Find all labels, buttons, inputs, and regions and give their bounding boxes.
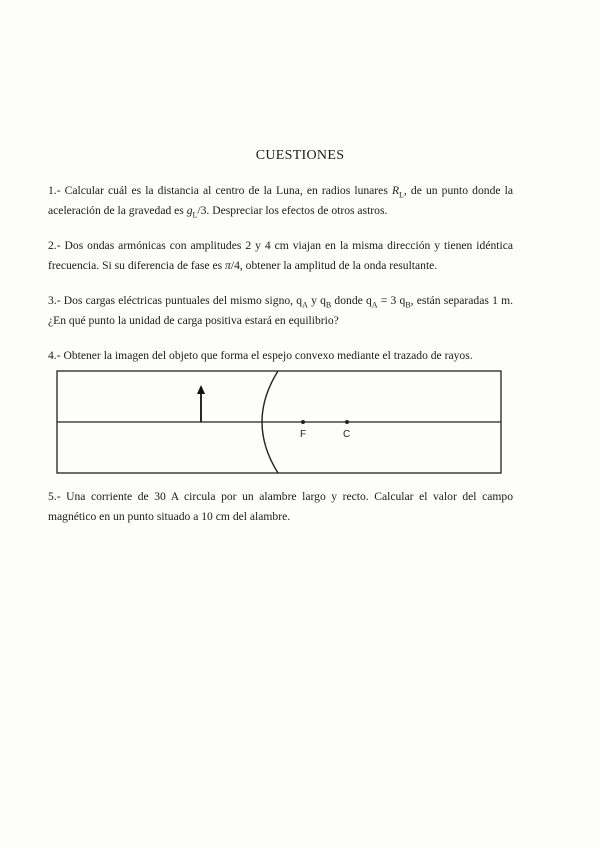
question-5 [48,487,513,527]
q3-text-d: = 3 q [377,294,406,307]
q3-text-a: 3.- Dos cargas eléctricas puntuales del mismo signo, q [48,294,303,307]
q3-sub-d: B [405,300,411,310]
q3-text-e: , están separadas 1 m. ¿En qué punto la unidad de carga positiva estará en equilibrio? [48,294,514,327]
q3-sub-c: A [371,300,378,310]
q3-text-c: donde q [331,294,372,307]
q2-text-a: 2.- Dos ondas armónicas con amplitudes 2 y 4 cm viajan en la misma dirección y tienen idéntica frecuencia. Si su diferencia de fase es [48,239,513,272]
question-1 [48,181,513,221]
q2-pi: π [225,259,231,272]
question-3 [48,291,513,331]
q3-text-b: y q [307,294,326,307]
focus-label: F [300,429,307,440]
object-arrow-head [197,385,205,394]
q2-text-b: /4, obtener la amplitud de la onda resultante. [230,259,438,272]
q4-text: 4.- Obtener la imagen del objeto que forma el espejo convexo mediante el trazado de rayos. [48,349,473,362]
q3-sub-b: B [325,300,332,310]
q1-text-b: , de un punto donde la aceleración de la gravedad es [48,184,513,217]
question-4 [48,346,513,366]
convex-mirror-diagram [56,370,502,474]
center-label: C [343,429,351,440]
focus-point [301,420,305,424]
center-point [345,420,349,424]
q1-text-a: 1.- Calcular cuál es la distancia al centro de la Luna, en radios lunares [48,184,392,197]
q1-rl-sub: L [399,190,404,200]
q3-sub-a: A [302,300,308,310]
q1-g-sub: L [192,210,198,220]
question-2 [48,236,513,276]
q1-rl: R [391,184,400,197]
page-title: CUESTIONES [255,148,345,163]
q1-g: g [186,204,193,217]
q5-text: 5.- Una corriente de 30 A circula por un alambre largo y recto. Calcular el valor del campo magnético en un punto situado a 10 cm del alambre. [48,490,513,523]
q1-text-c: /3. Despreciar los efectos de otros astros. [197,204,388,217]
